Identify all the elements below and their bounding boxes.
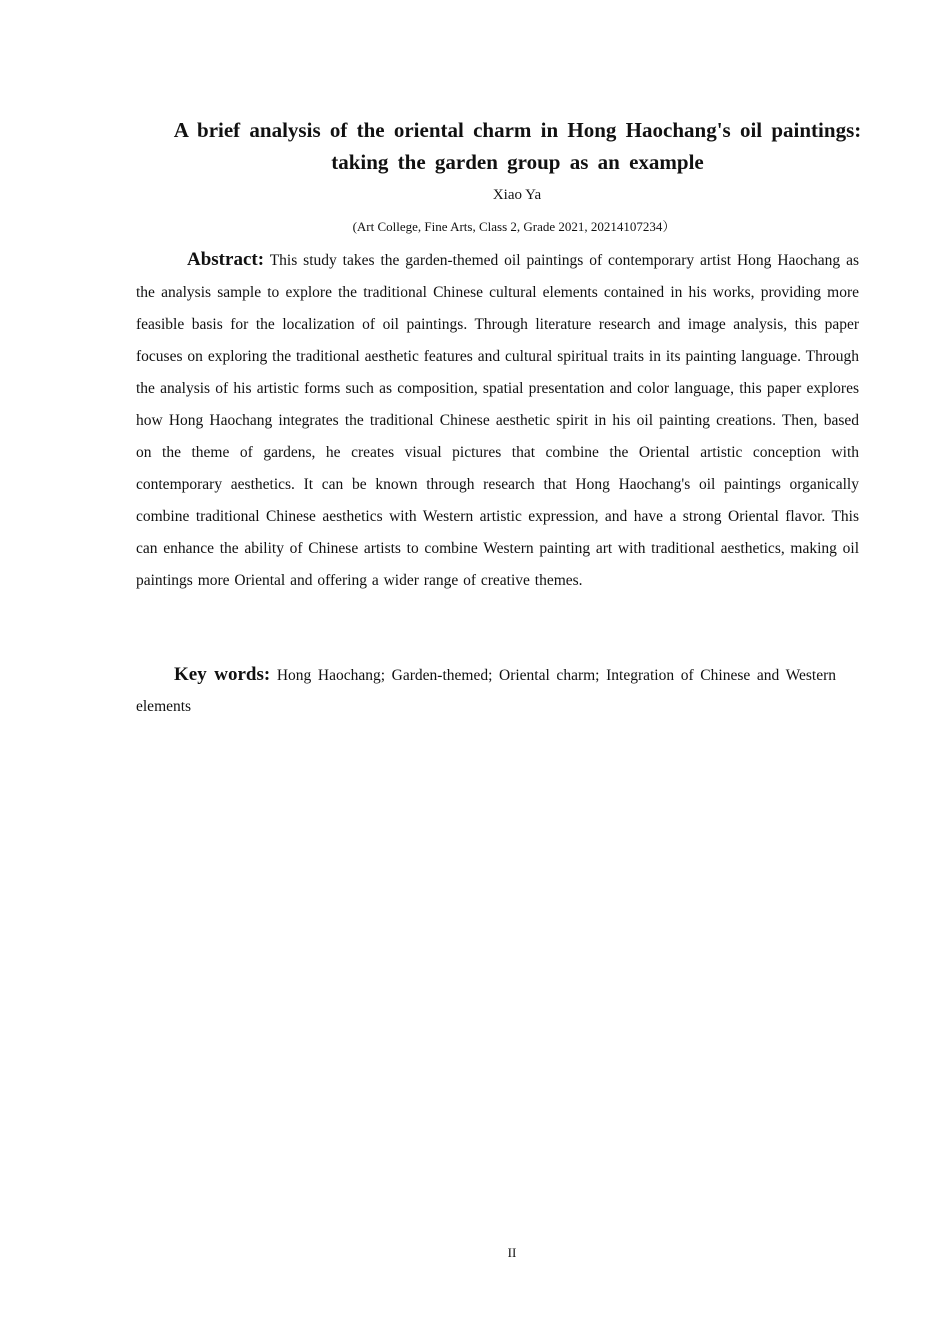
page-number: II — [507, 1245, 517, 1260]
keywords-label: Key words: — [174, 664, 271, 685]
author-name: Xiao Ya — [492, 187, 542, 203]
keywords-text: Hong Haochang; Garden-themed; Oriental charm; Integration of Chinese and Western elements — [136, 667, 837, 715]
author-affiliation: (Art College, Fine Arts, Class 2, Grade 2021, 20214107234） — [352, 219, 676, 234]
abstract-label: Abstract: — [187, 249, 265, 270]
paper-title: A brief analysis of the oriental charm in Hong Haochang's oil paintings: taking the garden group as an example — [173, 118, 862, 174]
keywords-paragraph — [136, 659, 836, 722]
abstract-paragraph — [136, 244, 859, 597]
abstract-text: This study takes the garden-themed oil paintings of contemporary artist Hong Haochang as the analysis sample to explore the traditional Chinese cultural elements contained in his works, providing more feasible basis for the localization of oil paintings. Through literature research and image analysis, this paper focuses on exploring the traditional aesthetic features and cultural spiritual traits in its painting language. Through the analysis of his artistic forms such as composition, spatial presentation and color language, this paper explores how Hong Haochang integrates the traditional Chinese aesthetic spirit in his oil painting creations. Then, based on the theme of gardens, he creates visual pictures that combine the Oriental artistic conception with contemporary aesthetics. It can be known through research that Hong Haochang's oil paintings organically combine traditional Chinese aesthetics with Western artistic expression, and have a strong Oriental flavor. This can enhance the ability of Chinese artists to combine Western painting art with traditional aesthetics, making oil paintings more Oriental and offering a wider range of creative themes. — [136, 252, 859, 589]
